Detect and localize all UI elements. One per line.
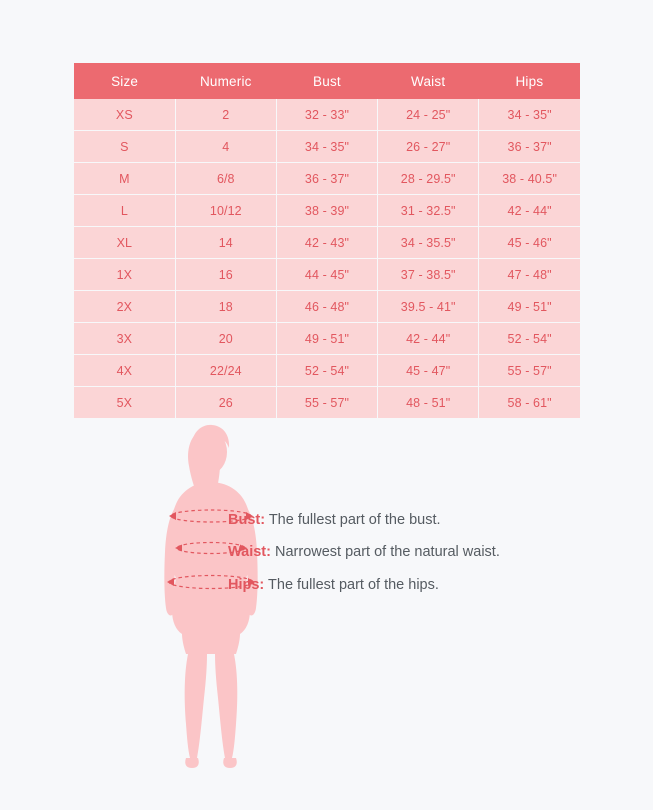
table-row xyxy=(74,355,580,387)
cell-waist: 24 - 25" xyxy=(378,99,479,131)
cell-bust: 36 - 37" xyxy=(276,163,377,195)
cell-bust: 46 - 48" xyxy=(276,291,377,323)
legend-term-bust: Bust: xyxy=(228,512,266,528)
cell-size: 4X xyxy=(74,355,175,387)
cell-hips: 36 - 37" xyxy=(479,131,580,163)
table-row xyxy=(74,195,580,227)
cell-hips: 45 - 46" xyxy=(479,227,580,259)
size-table-head xyxy=(74,63,580,99)
table-row xyxy=(74,259,580,291)
cell-size: 3X xyxy=(74,323,175,355)
cell-hips: 42 - 44" xyxy=(479,195,580,227)
size-table xyxy=(74,63,580,418)
cell-size: 5X xyxy=(74,387,175,419)
cell-numeric: 22/24 xyxy=(175,355,276,387)
cell-waist: 34 - 35.5" xyxy=(378,227,479,259)
cell-waist: 45 - 47" xyxy=(378,355,479,387)
table-row xyxy=(74,163,580,195)
cell-size: 1X xyxy=(74,259,175,291)
cell-waist: 39.5 - 41" xyxy=(378,291,479,323)
legend-item-hips xyxy=(228,577,608,594)
cell-hips: 55 - 57" xyxy=(479,355,580,387)
column-header-waist: Waist xyxy=(378,63,479,99)
cell-numeric: 20 xyxy=(175,323,276,355)
cell-hips: 34 - 35" xyxy=(479,99,580,131)
legend-item-bust xyxy=(228,512,608,529)
cell-bust: 32 - 33" xyxy=(276,99,377,131)
cell-bust: 34 - 35" xyxy=(276,131,377,163)
cell-bust: 55 - 57" xyxy=(276,387,377,419)
cell-bust: 38 - 39" xyxy=(276,195,377,227)
cell-size: 2X xyxy=(74,291,175,323)
cell-size: S xyxy=(74,131,175,163)
cell-bust: 49 - 51" xyxy=(276,323,377,355)
measurement-guide-section xyxy=(0,412,653,792)
cell-hips: 58 - 61" xyxy=(479,387,580,419)
cell-bust: 42 - 43" xyxy=(276,227,377,259)
cell-size: XS xyxy=(74,99,175,131)
cell-numeric: 10/12 xyxy=(175,195,276,227)
cell-bust: 52 - 54" xyxy=(276,355,377,387)
cell-numeric: 2 xyxy=(175,99,276,131)
cell-size: XL xyxy=(74,227,175,259)
cell-numeric: 6/8 xyxy=(175,163,276,195)
column-header-size: Size xyxy=(74,63,175,99)
cell-waist: 31 - 32.5" xyxy=(378,195,479,227)
cell-numeric: 26 xyxy=(175,387,276,419)
table-header-row xyxy=(74,63,580,99)
cell-waist: 26 - 27" xyxy=(378,131,479,163)
cell-numeric: 18 xyxy=(175,291,276,323)
cell-waist: 48 - 51" xyxy=(378,387,479,419)
cell-numeric: 14 xyxy=(175,227,276,259)
size-table-container xyxy=(74,63,580,418)
cell-hips: 47 - 48" xyxy=(479,259,580,291)
legend-desc-bust: The fullest part of the bust. xyxy=(265,512,441,528)
cell-hips: 38 - 40.5" xyxy=(479,163,580,195)
legend-desc-waist: Narrowest part of the natural waist. xyxy=(270,544,500,561)
cell-bust: 44 - 45" xyxy=(276,259,377,291)
legend-item-waist xyxy=(228,544,608,561)
table-row xyxy=(74,131,580,163)
column-header-hips: Hips xyxy=(479,63,580,99)
legend-term-hips: Hips: xyxy=(228,576,265,593)
cell-numeric: 16 xyxy=(175,259,276,291)
cell-waist: 28 - 29.5" xyxy=(378,163,479,195)
column-header-numeric: Numeric xyxy=(175,63,276,99)
cell-waist: 37 - 38.5" xyxy=(378,259,479,291)
table-row xyxy=(74,291,580,323)
cell-numeric: 4 xyxy=(175,131,276,163)
cell-size: L xyxy=(74,195,175,227)
table-row xyxy=(74,323,580,355)
cell-hips: 52 - 54" xyxy=(479,323,580,355)
cell-size: M xyxy=(74,163,175,195)
measurement-legend xyxy=(228,512,608,609)
legend-term-waist: Waist: xyxy=(228,544,271,561)
table-row xyxy=(74,227,580,259)
table-row xyxy=(74,99,580,131)
column-header-bust: Bust xyxy=(276,63,377,99)
legend-desc-hips: The fullest part of the hips. xyxy=(264,576,439,593)
cell-hips: 49 - 51" xyxy=(479,291,580,323)
cell-waist: 42 - 44" xyxy=(378,323,479,355)
size-table-body xyxy=(74,99,580,418)
